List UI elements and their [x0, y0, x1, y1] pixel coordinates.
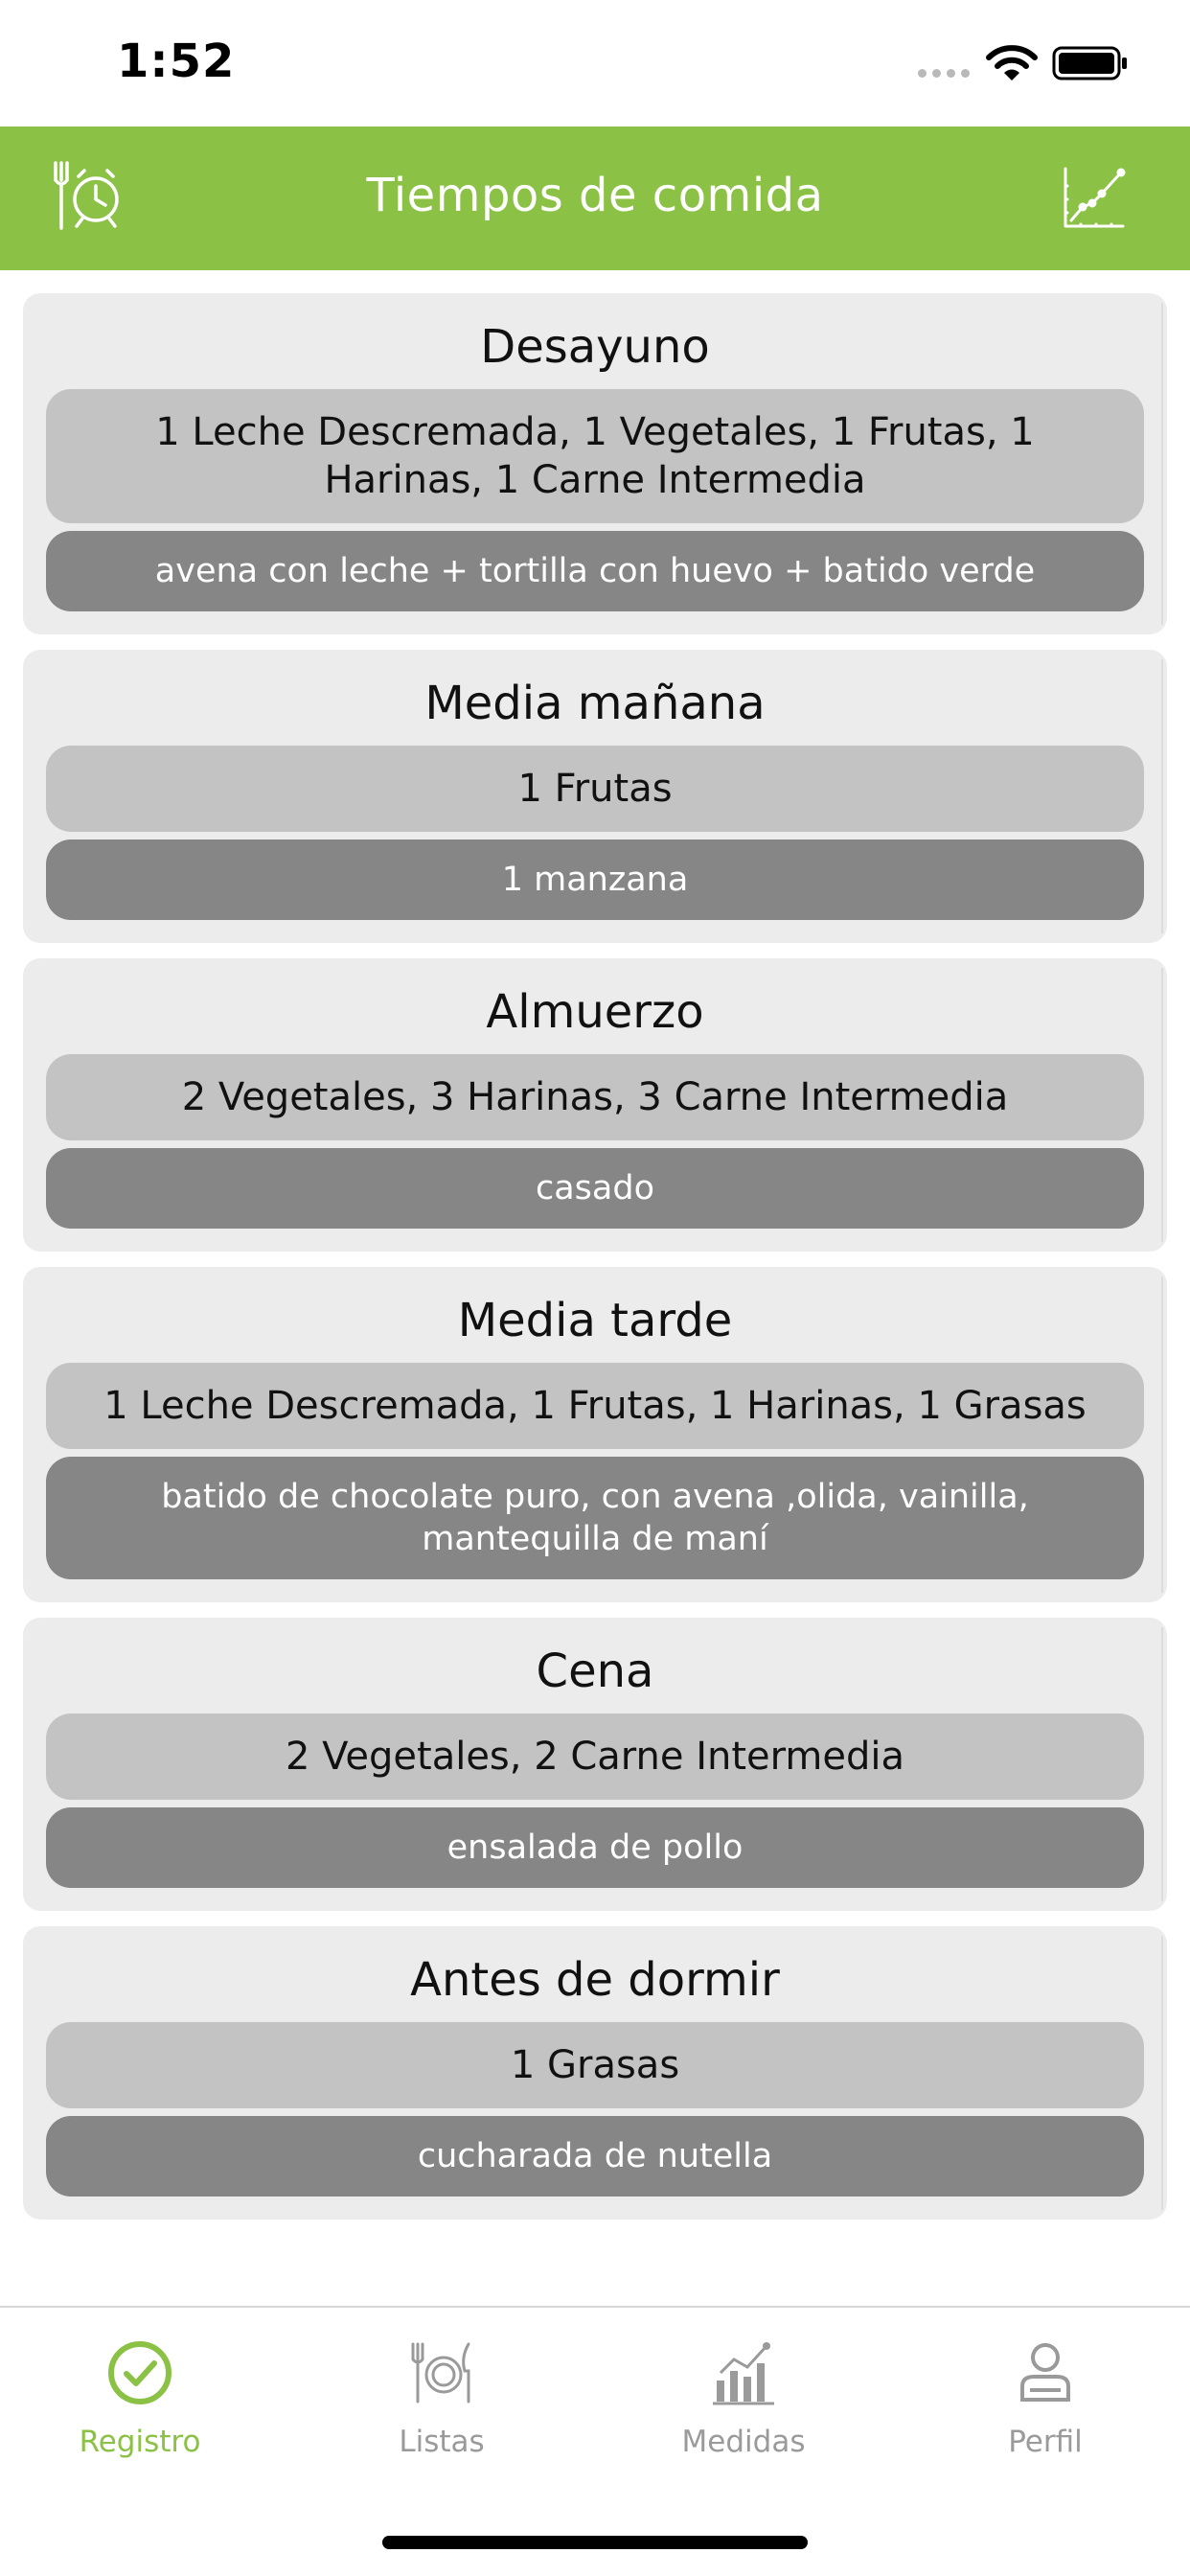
tab-label: Perfil [1008, 2425, 1083, 2459]
meal-description: avena con leche + tortilla con huevo + batido verde [46, 531, 1144, 611]
tab-label: Registro [79, 2425, 201, 2459]
meal-card-almuerzo[interactable] [23, 958, 1167, 1252]
meal-title: Antes de dormir [410, 1953, 780, 2007]
meal-title: Cena [536, 1644, 654, 1698]
meal-card-desayuno[interactable] [23, 293, 1167, 634]
page-title: Tiempos de comida [366, 169, 824, 222]
bar-chart-icon [709, 2338, 778, 2407]
meal-portions: 1 Frutas [46, 746, 1144, 832]
tab-registro[interactable] [34, 2338, 245, 2459]
tab-label: Listas [399, 2425, 485, 2459]
meal-portions: 1 Leche Descremada, 1 Vegetales, 1 Frutas, 1 Harinas, 1 Carne Intermedia [46, 389, 1144, 523]
tab-medidas[interactable] [638, 2338, 849, 2459]
meal-title: Media mañana [424, 677, 766, 730]
cellular-signal-icon [918, 69, 970, 78]
tab-perfil[interactable] [940, 2338, 1151, 2459]
meal-portions: 1 Grasas [46, 2022, 1144, 2108]
meal-card-cena[interactable] [23, 1618, 1167, 1911]
meal-card-antes-de-dormir[interactable] [23, 1926, 1167, 2220]
person-icon [1011, 2338, 1080, 2407]
status-time: 1:52 [117, 34, 236, 88]
meal-portions: 2 Vegetales, 2 Carne Intermedia [46, 1714, 1144, 1800]
meal-portions: 2 Vegetales, 3 Harinas, 3 Carne Intermedia [46, 1054, 1144, 1140]
app-header [0, 126, 1190, 270]
chart-line-icon[interactable] [1062, 165, 1127, 230]
meal-title: Desayuno [480, 320, 710, 374]
meal-description: batido de chocolate puro, con avena ,olida, vainilla, mantequilla de maní [46, 1457, 1144, 1579]
wifi-icon [985, 44, 1039, 82]
status-bar [0, 0, 1190, 126]
tab-label: Medidas [681, 2425, 806, 2459]
tab-listas[interactable] [336, 2338, 547, 2459]
meal-description: casado [46, 1148, 1144, 1229]
plate-cutlery-icon [407, 2338, 476, 2407]
meal-card-media-tarde[interactable] [23, 1267, 1167, 1602]
battery-icon [1052, 46, 1129, 80]
meal-portions: 1 Leche Descremada, 1 Frutas, 1 Harinas, 1 Grasas [46, 1363, 1144, 1449]
meal-description: 1 manzana [46, 840, 1144, 920]
meal-times-list[interactable] [0, 270, 1190, 2281]
meal-card-media-manana[interactable] [23, 650, 1167, 943]
check-circle-icon [105, 2338, 174, 2407]
meal-title: Media tarde [457, 1294, 733, 1347]
meal-title: Almuerzo [486, 985, 704, 1039]
meal-description: ensalada de pollo [46, 1807, 1144, 1888]
home-indicator[interactable] [382, 2536, 808, 2549]
meal-description: cucharada de nutella [46, 2116, 1144, 2196]
